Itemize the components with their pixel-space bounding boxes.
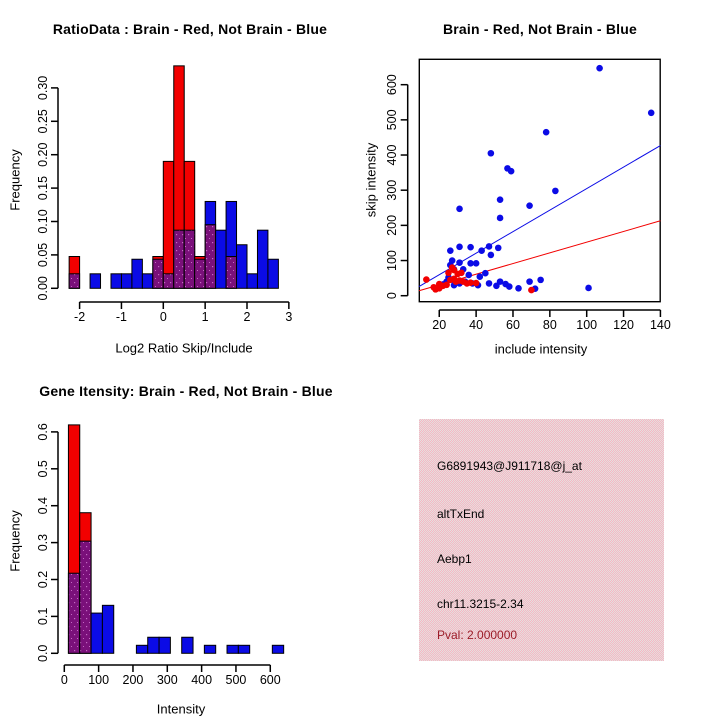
blue-point bbox=[488, 150, 495, 157]
hist-bar-overlap bbox=[68, 573, 79, 653]
blue-point bbox=[482, 270, 489, 277]
blue-point bbox=[497, 215, 504, 222]
ratio-histogram bbox=[36, 66, 292, 324]
blue-point bbox=[585, 285, 592, 292]
hist-bar-overlap bbox=[153, 259, 163, 288]
hist-bar bbox=[257, 230, 267, 288]
hist-bar-overlap bbox=[163, 274, 173, 288]
y-tick-label: 0.3 bbox=[36, 533, 50, 552]
hist-bar bbox=[272, 645, 283, 653]
hist-bar-overlap bbox=[195, 259, 205, 288]
y-tick-label: 0.4 bbox=[36, 497, 50, 515]
blue-point bbox=[467, 244, 474, 251]
probe-id-text: G6891943@J911718@j_at bbox=[437, 459, 582, 473]
x-tick-label: 2 bbox=[243, 310, 251, 324]
y-tick-label: 0.0 bbox=[36, 644, 50, 662]
y-tick-label: 0.25 bbox=[36, 109, 50, 134]
blue-point bbox=[495, 245, 502, 252]
blue-point bbox=[596, 65, 603, 72]
hist-bar bbox=[91, 613, 102, 653]
hist-bar bbox=[159, 637, 170, 653]
x-tick-label: 1 bbox=[201, 310, 209, 324]
blue-point bbox=[543, 129, 550, 136]
scatter-xlabel: include intensity bbox=[494, 341, 588, 357]
hist-bar bbox=[90, 274, 100, 288]
x-tick-label: 100 bbox=[88, 673, 110, 687]
red-point bbox=[528, 287, 535, 294]
hist-bar-overlap bbox=[174, 230, 184, 288]
x-tick-label: 200 bbox=[122, 673, 144, 687]
scatter-ylabel: skip intensity bbox=[363, 142, 379, 218]
x-tick-label: 500 bbox=[225, 673, 247, 687]
y-tick-label: 500 bbox=[385, 109, 399, 131]
intensity-hist-title: Gene Itensity: Brain - Red, Not Brain - Blue bbox=[39, 383, 333, 399]
y-tick-label: 400 bbox=[385, 144, 399, 166]
intensity-histogram bbox=[36, 423, 284, 687]
x-tick-label: 60 bbox=[506, 318, 520, 332]
hist-bar bbox=[111, 274, 121, 288]
hist-bar bbox=[238, 645, 249, 653]
blue-point bbox=[537, 277, 544, 284]
blue-point bbox=[526, 202, 533, 209]
y-tick-label: 600 bbox=[385, 74, 399, 96]
x-tick-label: 100 bbox=[576, 318, 598, 332]
blue-point bbox=[506, 283, 513, 290]
blue-point bbox=[508, 168, 515, 175]
intensity-hist-xlabel: Intensity bbox=[156, 701, 206, 717]
scatter-title: Brain - Red, Not Brain - Blue bbox=[442, 21, 638, 37]
x-tick-label: 400 bbox=[191, 673, 213, 687]
blue-point bbox=[473, 260, 480, 267]
blue-point bbox=[478, 247, 485, 254]
x-tick-label: 80 bbox=[542, 318, 557, 332]
blue-point bbox=[486, 243, 493, 250]
x-tick-label: 0 bbox=[60, 673, 68, 687]
blue-point bbox=[526, 278, 533, 285]
intensity-hist-ylabel: Frequency bbox=[7, 510, 23, 572]
y-tick-label: 0.5 bbox=[36, 460, 50, 478]
y-tick-label: 0.05 bbox=[36, 242, 50, 268]
x-tick-label: 0 bbox=[159, 310, 167, 324]
hist-bar bbox=[121, 274, 131, 288]
hist-bar-overlap bbox=[184, 230, 194, 288]
x-tick-label: -1 bbox=[115, 310, 128, 324]
blue-point bbox=[552, 188, 559, 195]
blue-point bbox=[497, 196, 504, 203]
y-tick-label: 100 bbox=[385, 250, 399, 271]
red-point bbox=[473, 280, 480, 287]
hist-bar-overlap bbox=[69, 274, 79, 288]
y-tick-label: 0.30 bbox=[36, 75, 50, 101]
y-tick-label: 0.15 bbox=[36, 175, 50, 201]
hist-bar-overlap bbox=[80, 541, 91, 653]
y-tick-label: 200 bbox=[385, 214, 399, 236]
x-tick-label: 3 bbox=[285, 310, 293, 324]
blue-point bbox=[465, 272, 472, 279]
ratio-hist-ylabel: Frequency bbox=[7, 149, 23, 211]
blue-point bbox=[486, 280, 493, 287]
x-tick-label: 300 bbox=[156, 673, 178, 687]
blue-fit-line bbox=[419, 146, 660, 287]
hist-bar bbox=[102, 605, 113, 653]
hist-bar bbox=[163, 161, 173, 288]
y-tick-label: 0.2 bbox=[36, 570, 50, 589]
x-tick-label: 600 bbox=[259, 673, 281, 687]
location-text: chr11.3215-2.34 bbox=[437, 597, 524, 611]
blue-point bbox=[477, 273, 484, 280]
x-tick-label: 140 bbox=[649, 318, 671, 332]
y-tick-label: 0.20 bbox=[36, 142, 50, 167]
hist-bar-overlap bbox=[226, 257, 236, 289]
blue-point bbox=[648, 110, 655, 117]
hist-bar-overlap bbox=[205, 225, 215, 289]
y-tick-label: 0 bbox=[385, 292, 399, 300]
red-point bbox=[458, 270, 465, 277]
hist-bar bbox=[182, 637, 193, 653]
ratio-hist-xlabel: Log2 Ratio Skip/Include bbox=[115, 340, 253, 356]
y-tick-label: 0.1 bbox=[36, 607, 50, 626]
hist-bar bbox=[268, 259, 278, 288]
blue-point bbox=[488, 252, 495, 259]
x-tick-label: 120 bbox=[613, 318, 634, 332]
hist-bar bbox=[227, 645, 238, 653]
blue-point bbox=[447, 247, 454, 254]
hist-bar bbox=[204, 645, 215, 653]
red-point bbox=[423, 276, 430, 283]
hist-bar bbox=[148, 637, 159, 653]
pval-text: Pval: 2.000000 bbox=[437, 628, 518, 642]
blue-point bbox=[456, 259, 463, 266]
hist-bar bbox=[132, 259, 142, 288]
hist-bar bbox=[216, 230, 226, 288]
y-tick-label: 0.6 bbox=[36, 423, 50, 441]
scatter-plot bbox=[385, 59, 671, 332]
hist-bar bbox=[142, 274, 152, 288]
hist-bar bbox=[237, 245, 247, 289]
event-type-text: altTxEnd bbox=[437, 507, 485, 521]
ratio-hist-title: RatioData : Brain - Red, Not Brain - Blue bbox=[52, 21, 328, 37]
gene-info-panel bbox=[419, 419, 664, 661]
blue-point bbox=[456, 206, 463, 213]
blue-point bbox=[515, 285, 522, 292]
hist-bar bbox=[247, 274, 257, 288]
hist-bar bbox=[136, 645, 147, 653]
y-tick-label: 0.10 bbox=[36, 209, 50, 234]
gene-symbol-text: Aebp1 bbox=[437, 552, 472, 566]
y-tick-label: 300 bbox=[385, 179, 399, 201]
x-tick-label: -2 bbox=[74, 310, 86, 324]
y-tick-label: 0.00 bbox=[36, 276, 50, 301]
blue-point bbox=[449, 257, 456, 264]
x-tick-label: 20 bbox=[432, 318, 447, 332]
x-tick-label: 40 bbox=[469, 318, 484, 332]
blue-point bbox=[456, 244, 463, 251]
